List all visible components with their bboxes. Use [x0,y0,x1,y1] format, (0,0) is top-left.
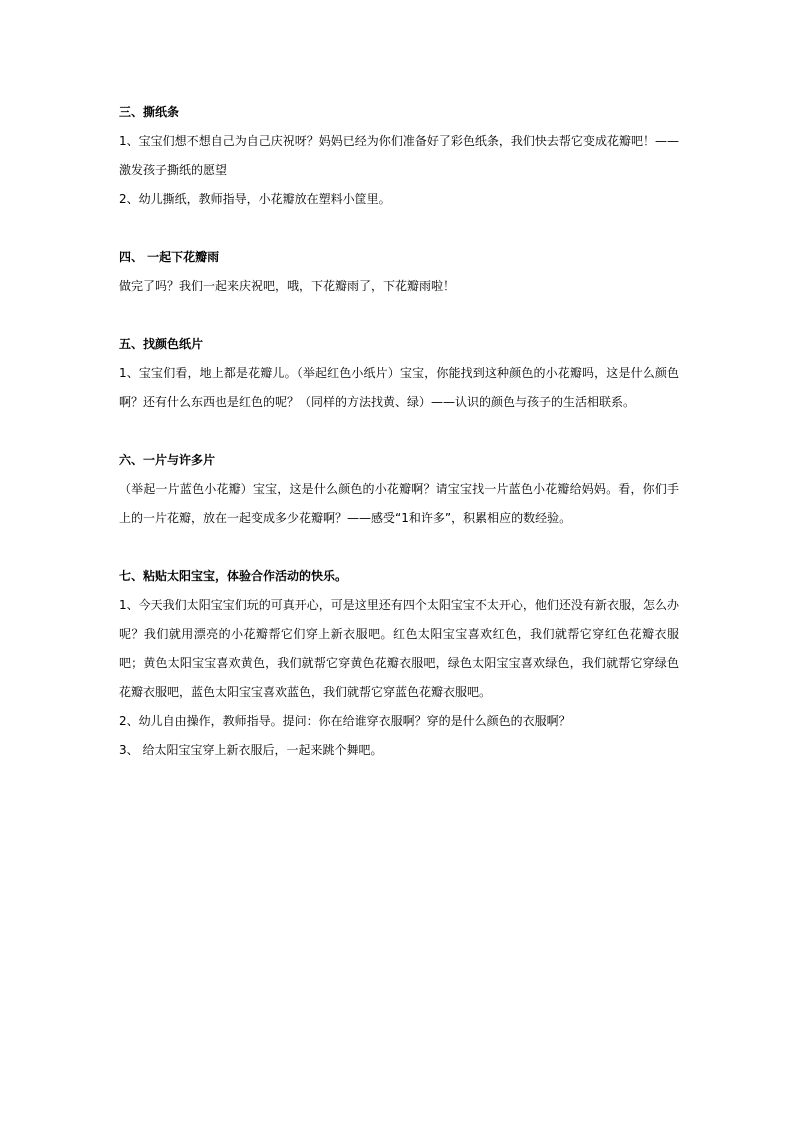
spacer [119,214,679,243]
paragraph: 1、今天我们太阳宝宝们玩的可真开心，可是这里还有四个太阳宝宝不太开心，他们还没有新衣服，怎么办呢？我们就用漂亮的小花瓣帮它们穿上新衣服吧。红色太阳宝宝喜欢红色，我们就帮它穿红色花瓣衣服吧；黄色太阳宝宝喜欢黄色，我们就帮它穿黄色花瓣衣服吧，绿色太阳宝宝喜欢绿色，我们就帮它穿绿色花瓣衣服吧，蓝色太阳宝宝喜欢蓝色，我们就帮它穿蓝色花瓣衣服吧。 [119,598,679,699]
paragraph: 1、宝宝们看，地上都是花瓣儿。（举起红色小纸片）宝宝，你能找到这种颜色的小花瓣吗，这是什么颜色啊？还有什么东西也是红色的呢？（同样的方法找黄、绿）——认识的颜色与孩子的生活相联系。 [119,366,679,409]
paragraph: 1、宝宝们想不想自己为自己庆祝呀？妈妈已经为你们准备好了彩色纸条，我们快去帮它变成花瓣吧！——激发孩子撕纸的愿望 [119,134,679,177]
paragraph: 2、幼儿自由操作，教师指导。提问：你在给谁穿衣服啊？穿的是什么颜色的衣服啊？ [119,714,571,728]
section-one-and-many [119,446,679,533]
section-heading: 六、一片与许多片 [119,453,216,467]
spacer [119,417,679,446]
paragraph: 2、幼儿撕纸，教师指导，小花瓣放在塑料小筐里。 [119,192,391,206]
paragraph: 3、 给太阳宝宝穿上新衣服后，一起来跳个舞吧。 [119,743,383,757]
section-paste-sun [119,562,679,765]
paragraph: （举起一片蓝色小花瓣）宝宝，这是什么颜色的小花瓣啊？请宝宝找一片蓝色小花瓣给妈妈。看，你们手上的一片花瓣，放在一起变成多少花瓣啊？——感受“1和许多”，积累相应的数经验。 [119,482,679,525]
section-heading: 五、找颜色纸片 [119,337,204,351]
section-heading: 七、粘贴太阳宝宝，体验合作活动的快乐。 [119,569,348,583]
paragraph: 做完了吗？我们一起来庆祝吧，哦，下花瓣雨了，下花瓣雨啦！ [119,279,456,293]
section-heading: 三、撕纸条 [119,105,180,119]
spacer [119,301,679,330]
section-tear-paper [119,98,679,214]
document-body [119,98,679,765]
section-petal-rain [119,243,679,301]
spacer [119,533,679,562]
section-find-colors [119,330,679,417]
section-heading: 四、 一起下花瓣雨 [119,250,220,264]
